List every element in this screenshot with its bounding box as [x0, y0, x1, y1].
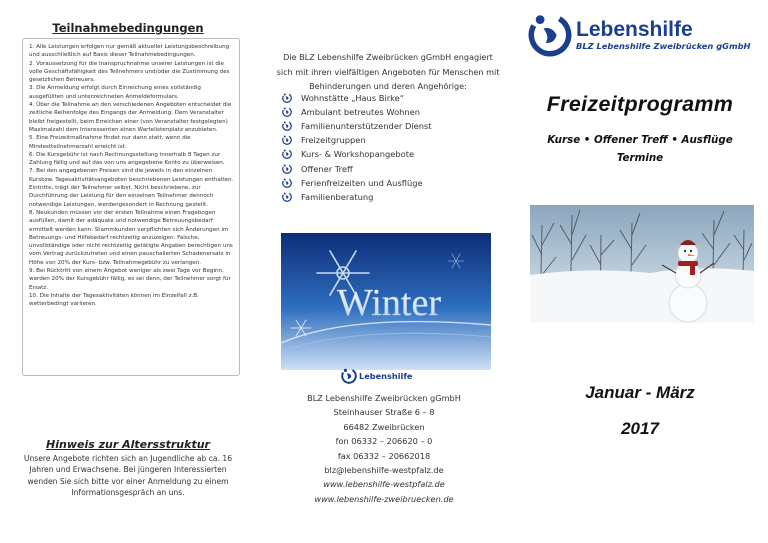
program-title: Freizeitprogramm: [546, 92, 734, 116]
contact-web-1[interactable]: www.lebenshilfe-westpfalz.de: [323, 479, 445, 490]
list-item: Wohnstätte „Haus Birke“: [282, 91, 432, 105]
date-year: 2017: [621, 419, 659, 438]
program-subtitle: Termine: [616, 152, 664, 164]
lebenshilfe-logo-icon: [528, 13, 572, 57]
bullet-logo-icon: [282, 149, 292, 159]
list-item: Offener Treff: [282, 161, 432, 175]
info-panel: [256, 0, 512, 543]
logo-subtitle: BLZ Lebenshilfe Zweibrücken gGmbH: [576, 41, 751, 51]
age-hint-text: Unsere Angebote richten sich an Jugendliche ab ca. 16 Jahren und Erwachsene. Bei jüngeren Interessierten wenden Sie sich bitte vor einer Anmeldung zu einem Informationsgespräch an uns.: [23, 454, 233, 497]
contact-logo: [341, 368, 412, 384]
contact-org: BLZ Lebenshilfe Zweibrücken gGmbH: [307, 393, 461, 403]
list-item: Ferienfreizeiten und Ausflüge: [282, 176, 432, 190]
contact-email[interactable]: blz@lebenshilfe-westpfalz.de: [324, 465, 444, 476]
winter-image: [281, 233, 491, 370]
date-range: Januar - März: [585, 383, 695, 402]
bullet-logo-icon: [282, 164, 292, 174]
terms-text: 1. Alle Leistungen erfolgen nur gemäß aktueller Leistungsbeschreibung und ausschließlich auf Basis dieser Teilnahmebedingungen. 2. Voraussetzung für die Inanspruchnahme unserer Leistungen ist die volle Geschäftsfähigkeit des Teilnehmers und/oder die Zustimmung des gesetzlichen Betreuers. 3. Die Anmeldung erfolgt durch Einreichung eines vollständig ausgefüllten und unterzeichneten Anmeldeformulars. 4. Über die Teilnahme an den verschiedenen Angeboten entscheidet die zeitliche Reihenfolge des Eingangs der Anmeldung. Dem Veranstalter bleibt freigestellt, beim Erreichen einer (von Veranstalter festgelegten) Maximalzahl dem Interessenten einen Wartelistenplatz anzubieten. 5. Eine Freizeitmaßnahme findet nur dann statt, wenn die Mindestteilnehmerzahl erreicht ist. 6. Die Kursgebühr ist nach Rechnungsstellung innerhalb 8 Tagen zur Zahlung fällig und auf das von uns angegebene Konto zu überweisen. 7. Bei den angegebenen Preisen sind die jeweils in den einzelnen Kursbzw. Tagesaktivitätsangeboten beschriebenen Leistungen enthalten. Eintritte, trägt der Teilnehmer selbst. Nicht beschriebene, zur Durchführung der Leistung für den einzelnen Teilnehmer dennoch notwendige Leistungen, werdengesondert in Rechnung gestellt. 8. Neukunden müssen vor der ersten Teilnahme einen Fragebogen ausfüllen, damit der adäquate und notwendige Betreuungsbedarf ermittelt werden kann. Stammkunden verpflichten sich Änderungen im Betreuungs- und Hilfebedarf rechtzeitig anzuzeigen. Falsche, unvollständige oder nicht rechtzeitig getätigte Angaben berechtigen uns vom Vertrag zurückzutreten und einen pauschalierten Schadenersatz in Höhe von 20% der Kurs- bzw. Teilnahmegebühr zu verlangen. 9. Bei Rücktritt von einem Angebot weniger als zwei Tage vor Beginn, werden 20% der Kursgebühr fällig, es sei denn, der Teilnehmer sorgt für Ersatz. 10. Die Inhalte der Tagesaktivitäten können im Einzelfall z.B. wetterbedingt variieren.: [29, 44, 234, 308]
offers-list: [282, 91, 432, 204]
winter-image-text: Winter: [337, 282, 441, 324]
terms-box: [22, 38, 240, 376]
brand-logo: [528, 13, 751, 57]
list-item: Familienberatung: [282, 190, 432, 204]
list-item: Familienunterstützender Dienst: [282, 119, 432, 133]
list-item: Freizeitgruppen: [282, 133, 432, 147]
bullet-logo-icon: [282, 178, 292, 188]
list-item: Ambulant betreutes Wohnen: [282, 105, 432, 119]
intro-text: Die BLZ Lebenshilfe Zweibrücken gGmbH engagiert sich mit ihren vielfältigen Angeboten für Menschen mit Behinderungen und deren Angehörige:: [276, 52, 500, 92]
logo-name: Lebenshilfe: [576, 18, 693, 41]
bullet-logo-icon: [282, 135, 292, 145]
program-topics: Kurse • Offener Treff • Ausflüge: [547, 134, 733, 146]
bullet-logo-icon: [282, 93, 292, 103]
bullet-logo-icon: [282, 121, 292, 131]
age-hint-title: Hinweis zur Altersstruktur: [46, 438, 210, 451]
bullet-logo-icon: [282, 107, 292, 117]
lebenshilfe-logo-icon: [341, 368, 357, 384]
contact-street: Steinhauser Straße 6 – 8: [333, 407, 435, 418]
contact-web-2[interactable]: www.lebenshilfe-zweibruecken.de: [314, 493, 454, 504]
contact-logo-text: Lebenshilfe: [359, 371, 413, 381]
terms-panel: [0, 0, 256, 543]
contact-fax: fax 06332 – 20662018: [337, 450, 431, 461]
contact-address: [256, 391, 512, 506]
list-item: Kurs- & Workshopangebote: [282, 147, 432, 161]
terms-title: Teilnahmebedingungen: [52, 21, 204, 35]
contact-phone: fon 06332 – 206620 – 0: [335, 436, 433, 447]
snowman-image: [530, 205, 754, 323]
bullet-logo-icon: [282, 192, 292, 202]
cover-panel: [512, 0, 768, 543]
contact-city: 66482 Zweibrücken: [343, 421, 425, 432]
